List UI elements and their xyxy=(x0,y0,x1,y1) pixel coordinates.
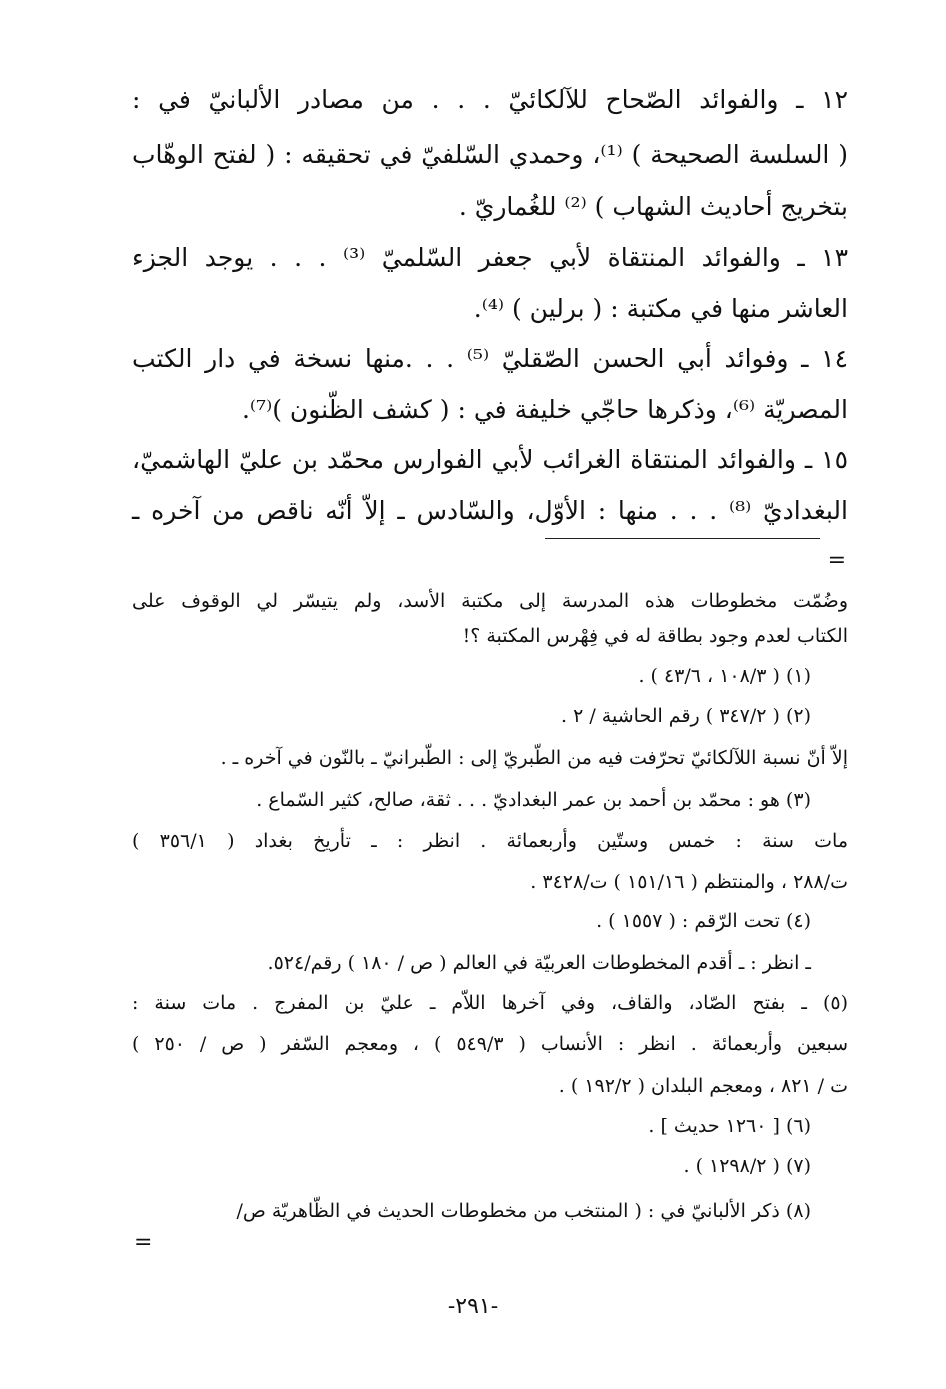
main-text-line: ١٥ ـ والفوائد المنتقاة الغرائب لأبي الفوارس محمّد بن عليّ الهاشميّ، xyxy=(132,445,848,474)
footnote-line: (٧) ( ١٢٩٨/٢ ) . xyxy=(683,1155,811,1177)
footnote-line: ت / ٨٢١ ، ومعجم البلدان ( ١٩٢/٢ ) . xyxy=(558,1075,848,1097)
footnote-line: (١) ( ١٠٨/٣ ، ٤٣/٦ ) . xyxy=(638,665,811,687)
main-text-line: العاشر منها في مكتبة : ( برلين ) ⁽⁴⁾. xyxy=(473,294,848,323)
page-number: -٢٩١- xyxy=(447,1294,499,1319)
footnote-line: الكتاب لعدم وجود بطاقة له في فِهْرس المكتبة ؟! xyxy=(462,625,848,647)
footnote-line: ت/٢٨٨ ، والمنتظم ( ١٥١/١٦ ) ت/٣٤٢٨ . xyxy=(530,871,848,893)
footnote-line: (٥) ـ بفتح الصّاد، والقاف، وفي آخرها اللاّم ـ عليّ بن المفرج . مات سنة : xyxy=(132,992,848,1014)
footnote-line: (٦) [ ١٢٦٠ حديث ] . xyxy=(648,1115,811,1137)
main-text-line: ( السلسة الصحيحة ) ⁽¹⁾، وحمدي السّلفيّ في تحقيقه : ( لفتح الوهّاب xyxy=(132,140,849,169)
footnote-line: (٢) ( ٣٤٧/٢ ) رقم الحاشية / ٢ . xyxy=(561,705,811,727)
main-text-line: ١٢ ـ والفوائد الصّحاح للآلكائيّ . . . من مصادر الألبانيّ في : xyxy=(132,85,848,114)
footnote-divider xyxy=(545,538,820,539)
footnote-line: (٣) هو : محمّد بن أحمد بن عمر البغداديّ . . . ثقة، صالح، كثير السّماع . xyxy=(256,789,811,811)
footnote-line: وضُمّت مخطوطات هذه المدرسة إلى مكتبة الأسد، ولم يتيسّر لي الوقوف على xyxy=(132,590,848,612)
main-text-line: ١٣ ـ والفوائد المنتقاة لأبي جعفر السّلميّ ⁽³⁾ . . . يوجد الجزء xyxy=(132,243,848,272)
main-text-line: المصريّة ⁽⁶⁾، وذكرها حاجّي خليفة في : ( كشف الظّنون )⁽⁷⁾. xyxy=(241,395,848,424)
main-text-line: البغداديّ ⁽⁸⁾ . . . منها : الأوّل، والسّادس ـ إلاّ أنّه ناقص من آخره ـ xyxy=(132,496,848,525)
main-text-line: ١٤ ـ وفوائد أبي الحسن الصّقليّ ⁽⁵⁾ . . .منها نسخة في دار الكتب xyxy=(132,344,849,373)
footnote-line: سبعين وأربعمائة . انظر : الأنساب ( ٥٤٩/٣ ) ، ومعجم السّفر ( ص / ٢٥٠ ) xyxy=(132,1033,848,1055)
main-text-line: بتخريج أحاديث الشهاب ) ⁽²⁾ للغُماريّ . xyxy=(458,192,848,221)
continuation-mark: = xyxy=(134,1230,153,1255)
footnote-line: إلاّ أنّ نسبة اللآلكائيّ تحرّفت فيه من الطّبريّ إلى : الطّبرانيّ ـ بالنّون في آخره ـ . xyxy=(220,747,848,769)
continuation-mark: = xyxy=(827,548,846,573)
footnote-line: (٨) ذكر الألبانيّ في : ( المنتخب من مخطوطات الحديث في الظّاهريّة ص/ xyxy=(236,1200,811,1222)
footnote-line: مات سنة : خمس وستّين وأربعمائة . انظر : ـ تأريخ بغداد ( ٣٥٦/١ ) xyxy=(132,830,848,852)
footnote-line: ـ انظر : ـ أقدم المخطوطات العربيّة في العالم ( ص / ١٨٠ ) رقم/٥٢٤. xyxy=(267,952,811,974)
footnote-line: (٤) تحت الرّقم : ( ١٥٥٧ ) . xyxy=(596,910,811,932)
